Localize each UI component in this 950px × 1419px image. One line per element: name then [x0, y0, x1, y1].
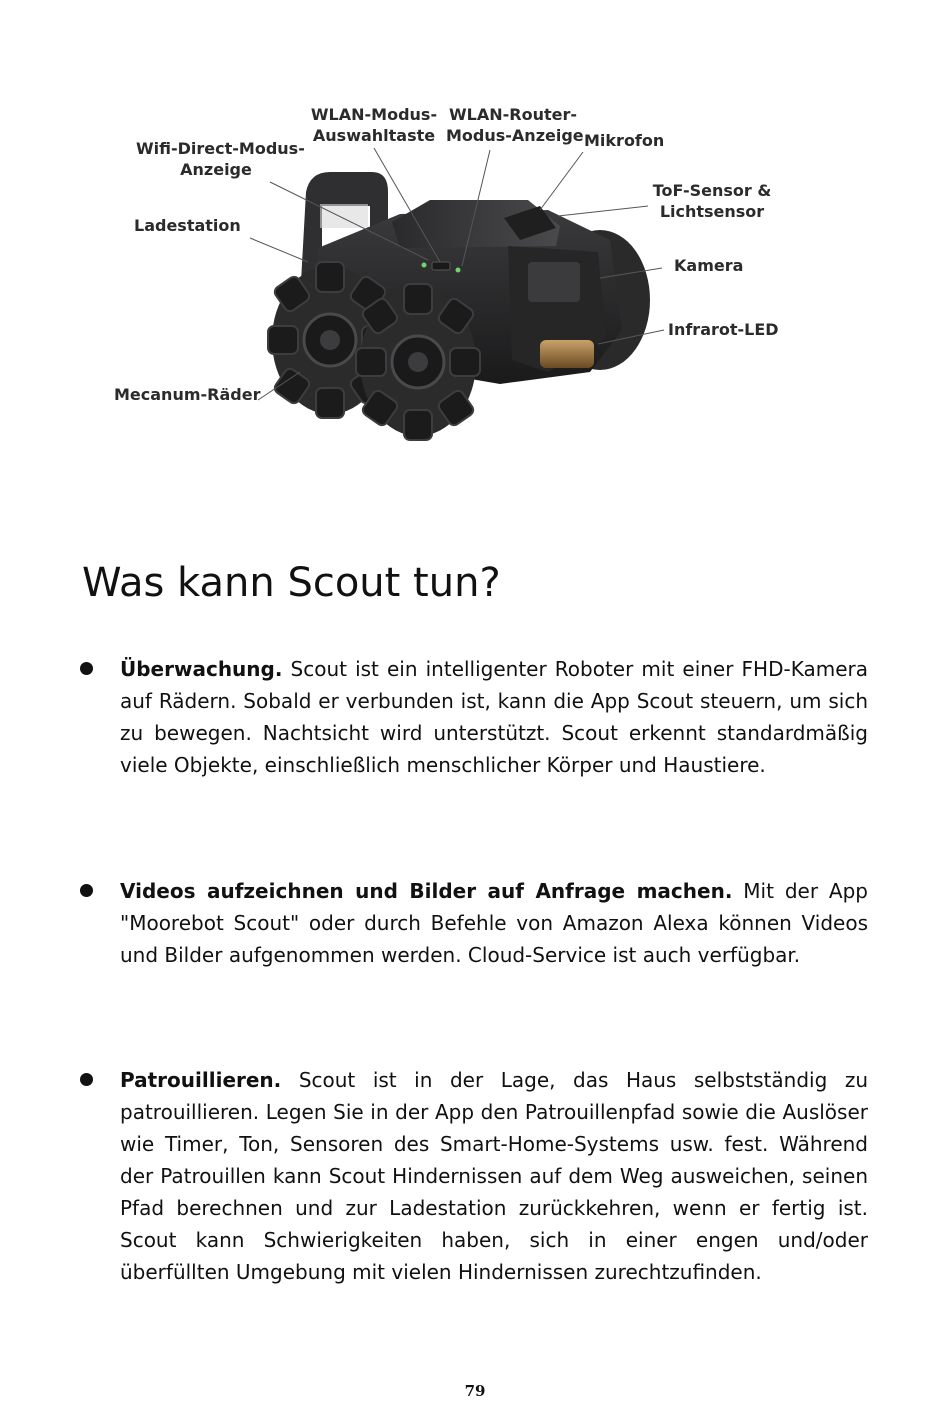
bullet-paragraph-videos: [120, 875, 868, 971]
callout-kamera: Kamera: [674, 256, 744, 275]
page-number: 79: [464, 1382, 486, 1400]
callout-wifi-direct: Wifi-Direct-Modus- Anzeige: [136, 139, 305, 179]
bullet-title: Videos aufzeichnen und Bilder auf Anfrage machen.: [120, 879, 733, 903]
section-heading: Was kann Scout tun?: [82, 560, 501, 606]
bullet-paragraph-ueberwachung: [120, 653, 868, 781]
bullet-dot: [80, 1073, 93, 1086]
callout-wlan-modus: WLAN-Modus- Auswahltaste: [310, 105, 438, 145]
bullet-text: Scout ist in der Lage, das Haus selbstständig zu patrouillieren. Legen Sie in der App den Patrouillenpfad sowie die Auslöser wie Timer, Ton, Sensoren des Smart-Home-Systems usw. fest. Während der Patrouillen kann Scout Hindernissen auf dem Weg ausweichen, seinen Pfad berechnen und zur Ladestation zurückkehren, wenn er fertig ist. Scout kann Schwierigkeiten haben, sich in einer engen und/oder überfüllten Umgebung mit vielen Hindernissen zurechtzufinden.: [120, 1068, 868, 1284]
bullet-title: Überwachung.: [120, 657, 283, 681]
callout-mecanum: Mecanum-Räder: [114, 385, 261, 404]
callout-infrarot-led: Infrarot-LED: [668, 320, 779, 339]
infrared-led-shape: [540, 340, 594, 368]
bullet-dot: [80, 884, 93, 897]
bullet-paragraph-patrouillieren: [120, 1064, 868, 1288]
robot-figure: [0, 0, 950, 470]
callout-mikrofon: Mikrofon: [584, 131, 665, 150]
bullet-text: Mit der App "Moorebot Scout" oder durch Befehle von Amazon Alexa können Videos und Bilder aufgenommen werden. Cloud-Service ist auch verfügbar.: [120, 879, 868, 967]
callout-ladestation: Ladestation: [134, 216, 241, 235]
mecanum-wheel-right: [356, 284, 480, 440]
bullet-text: Scout ist ein intelligenter Roboter mit einer FHD-Kamera auf Rädern. Sobald er verbunden ist, kann die App Scout steuern, um sich zu bewegen. Nachtsicht wird unterstützt. Scout erkennt standardmäßig viele Objekte, einschließlich menschlicher Körper und Haustiere.: [120, 657, 868, 777]
callout-wlan-router: WLAN-Router- Modus-Anzeige: [446, 105, 584, 145]
callout-tof-sensor: ToF-Sensor & Lichtsensor: [652, 181, 772, 221]
bullet-title: Patrouillieren.: [120, 1068, 282, 1092]
bullet-dot: [80, 662, 93, 675]
